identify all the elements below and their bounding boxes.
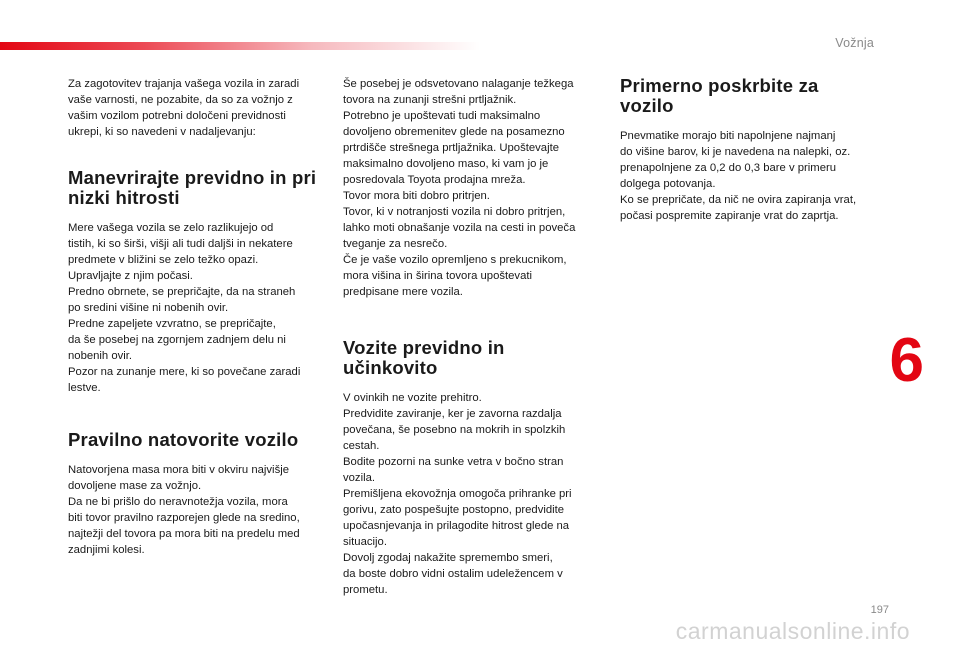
section-title: Vožnja bbox=[835, 36, 874, 50]
heading-loading: Pravilno natovorite vozilo bbox=[68, 429, 299, 450]
paragraph-loading: Natovorjena masa mora biti v okviru najvišje dovoljene mase za vožnjo. Da ne bi prišlo do neravnotežja vozila, mora biti tovor pravilno razporejen glede na sredino, najtežji del tovora pa mora biti na predelu med zadnjimi kolesi. bbox=[68, 464, 300, 556]
heading-drive-carefully: Vozite previdno in učinkovito bbox=[343, 337, 505, 378]
intro-paragraph: Za zagotovitev trajanja vašega vozila in zaradi vaše varnosti, ne pozabite, da so za vožnjo z vašim vozilom potrebni določeni previdnosti ukrepi, ki so navedeni v nadaljevanju: bbox=[68, 78, 300, 138]
heading-maneuver: Manevrirajte previdno in pri nizki hitrosti bbox=[68, 167, 317, 208]
paragraph-vehicle-care: Pnevmatike morajo biti napolnjene najmanj do višine barov, ki je navedena na nalepki, oz. prenapolnjene za 0,2 do 0,3 bare v primeru dolgega potovanja. Ko se prepričate, da nič ne ovira zapiranja vrat, počasi pospremite zapiranje vrat do zaprtja. bbox=[620, 130, 857, 222]
watermark: carmanualsonline.info bbox=[675, 618, 910, 644]
page-number: 197 bbox=[870, 604, 889, 616]
paragraph-load-details: Še posebej je odsvetovano nalaganje težkega tovora na zunanji strešni prtljažnik. Potrebno je upoštevati tudi maksimalno dovoljeno obremenitev glede na posamezno prtrdišče strešnega prtljažnika. Upoštevajte maksimalno dovoljeno maso, ki vam jo je posredovala Toyota prodajna mreža. Tovor mora biti dobro pritrjen. Tovor, ki v notranjosti vozila ni dobro pritrjen, lahko moti obnašanje vozila na cesti in poveča tveganje za nesrečo. Če je vaše vozilo opremljeno s prekucnikom, mora višina in širina tovora upoštevati predpisane mere vozila. bbox=[343, 78, 576, 298]
column-right bbox=[620, 76, 880, 224]
heading-vehicle-care: Primerno poskrbite za vozilo bbox=[620, 75, 819, 116]
column-left bbox=[68, 76, 324, 558]
header-accent-bar bbox=[0, 42, 480, 50]
chapter-number: 6 bbox=[889, 326, 924, 395]
paragraph-drive-carefully: V ovinkih ne vozite prehitro. Predvidite zaviranje, ker je zavorna razdalja povečana, še posebno na mokrih in spolzkih cestah. Bodite pozorni na sunke vetra v bočno stran vozila. Premišljena ekovožnja omogoča prihranke pri gorivu, zato pospešujte postopno, predvidite upočasnjevanja in prilagodite hitrost glede na situacijo. Dovolj zgodaj nakažite spremembo smeri, da boste dobro vidni ostalim udeležencem v prometu. bbox=[343, 392, 572, 596]
paragraph-maneuver: Mere vašega vozila se zelo razlikujejo od tistih, ki so širši, višji ali tudi daljši in nekatere predmete v bližini se zelo težko opazi. Upravljajte z njim počasi. Predno obrnete, se prepričajte, da na straneh po sredini višine ni nobenih ovir. Predne zapeljete vzvratno, se prepričajte, da še posebej na zgornjem zadnjem delu ni nobenih ovir. Pozor na zunanje mere, ki so povečane zaradi lestve. bbox=[68, 222, 301, 394]
column-middle bbox=[343, 76, 603, 598]
